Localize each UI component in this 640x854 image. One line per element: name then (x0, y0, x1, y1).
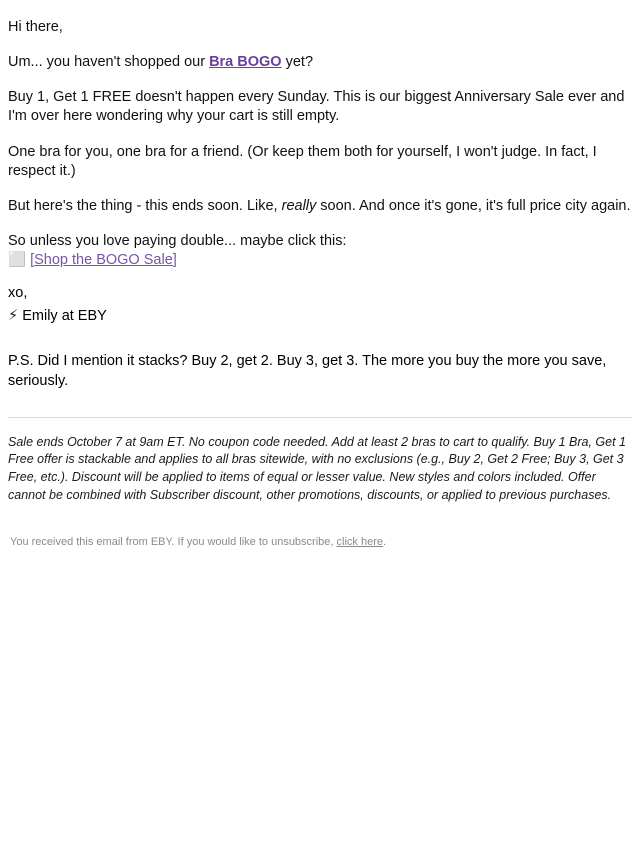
greeting-paragraph (8, 18, 632, 37)
signoff-line: xo, (8, 285, 28, 302)
click-prompt-text: So unless you love paying double... maybe click this: (8, 232, 347, 249)
greeting-text: Hi there, (8, 19, 63, 35)
urgency-suffix-text: soon. And once it's gone, it's full price city again. (316, 197, 631, 214)
bra-bogo-link[interactable]: Bra BOGO (209, 54, 282, 71)
tease-paragraph (8, 53, 632, 72)
friend-paragraph: One bra for you, one bra for a friend. (Or keep them both for yourself, I won't judge. In fact, I respect it.) (8, 143, 597, 179)
shop-bogo-sale-link[interactable]: [Shop the BOGO Sale] (30, 252, 177, 268)
content-divider (8, 417, 632, 418)
urgency-prefix-text: But here's the thing - this ends soon. Like, (8, 197, 282, 214)
tease-prefix-text: Um... you haven't shopped our (8, 54, 210, 71)
lightning-bolt-icon: ⚡ (8, 308, 19, 325)
terms-fineprint: Sale ends October 7 at 9am ET. No coupon code needed. Add at least 2 bras to cart to qualify. Buy 1 Bra, Get 1 Free offer is stackable and applies to all bras sitewide, with no exclusions (e.g., Buy 2, Get 2 Free; Buy 3, Get 3 Free, etc.). Discount will be applied to items of equal or lesser value. New styles and colors included. Offer cannot be combined with Subscriber discount, other promotions, discounts, or applied to previous purchases. (8, 434, 626, 502)
unsubscribe-link[interactable]: click here (336, 535, 383, 548)
click-prompt-paragraph (8, 232, 632, 270)
urgency-emphasis-text: really (281, 197, 317, 214)
placeholder-box-icon: ⬜ (8, 252, 27, 268)
bogo-explainer-paragraph: Buy 1, Get 1 FREE doesn't happen every Sunday. This is our biggest Anniversary Sale ever and I'm over here wondering why your cart is still empty. (8, 89, 625, 125)
footer-prefix-text: You received this email from EBY. If you would like to unsubscribe, (10, 535, 337, 548)
tease-suffix-text: yet? (281, 54, 314, 71)
email-footer (8, 535, 632, 550)
sender-name-text: Emily at EBY (22, 308, 107, 325)
postscript-paragraph: P.S. Did I mention it stacks? Buy 2, get 2. Buy 3, get 3. The more you buy the more you save, seriously. (8, 353, 607, 389)
urgency-paragraph (8, 197, 632, 216)
signature-line (8, 307, 632, 326)
footer-suffix-text: . (382, 535, 387, 548)
